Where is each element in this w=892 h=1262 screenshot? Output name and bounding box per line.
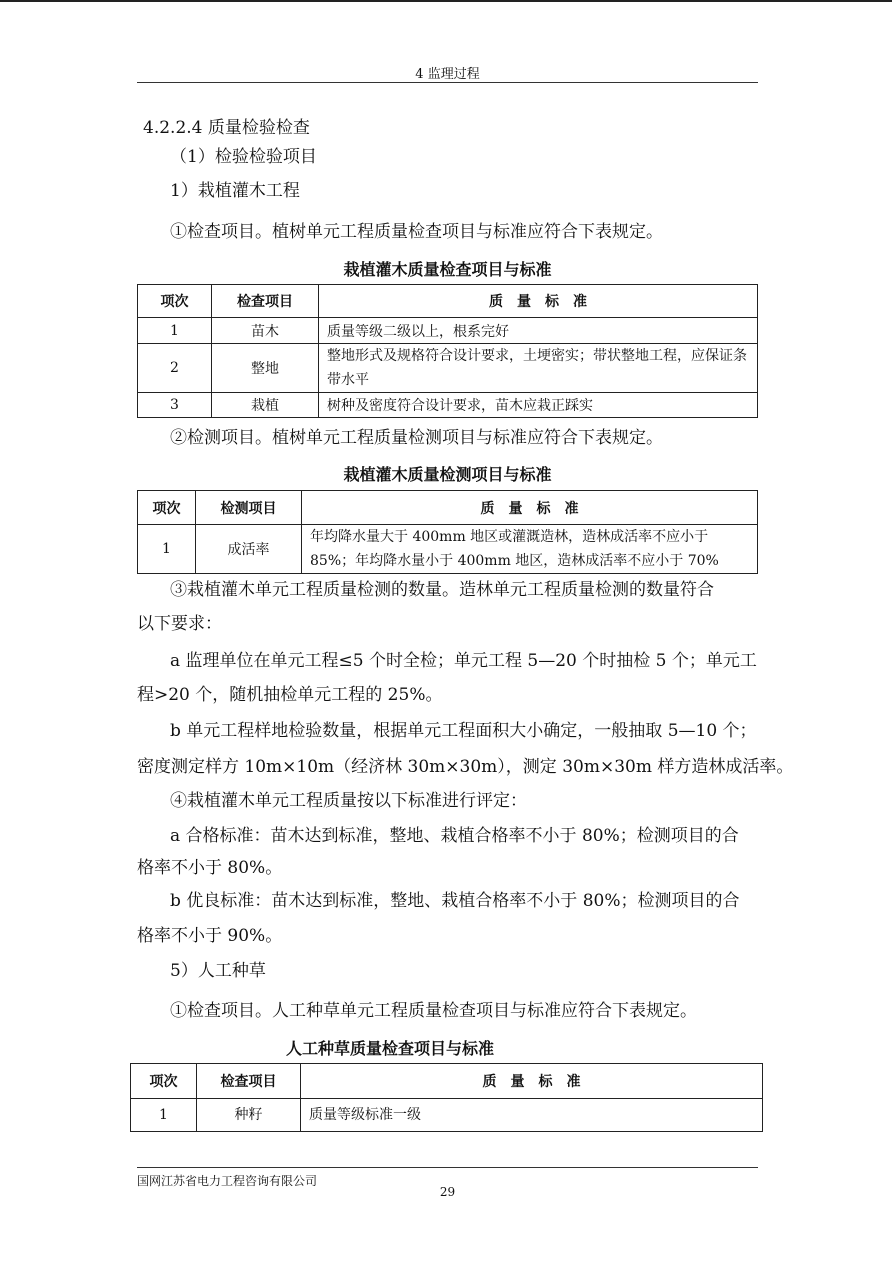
table-cell: 1 <box>138 318 212 344</box>
table-cell: 整地 <box>212 344 319 393</box>
table-header: 检测项目 <box>196 491 302 525</box>
paragraph: ①检查项目。植树单元工程质量检查项目与标准应符合下表规定。 <box>170 222 663 242</box>
table-cell: 3 <box>138 393 212 418</box>
table-header: 质 量 标 准 <box>302 491 758 525</box>
paragraph: ④栽植灌木单元工程质量按以下标准进行评定： <box>170 791 527 811</box>
table-caption: 人工种草质量检查项目与标准 <box>285 1039 494 1058</box>
table-caption: 栽植灌木质量检测项目与标准 <box>343 465 552 484</box>
paragraph: 5）人工种草 <box>170 961 266 981</box>
paragraph: 格率不小于 90%。 <box>137 926 283 946</box>
table-cell: 质量等级二级以上，根系完好 <box>319 318 758 344</box>
table-cell: 栽植 <box>212 393 319 418</box>
table-inspection-shrubs <box>137 284 758 418</box>
table-row <box>138 393 758 418</box>
table-cell: 种籽 <box>197 1099 301 1132</box>
running-header: 4 监理过程 <box>415 67 480 82</box>
paragraph: b 单元工程样地检验数量，根据单元工程面积大小确定，一般抽取 5—10 个； <box>170 721 757 741</box>
table-row <box>131 1099 763 1132</box>
table-row <box>138 344 758 393</box>
table-inspection-grass <box>130 1063 763 1132</box>
paragraph: 程>20 个，随机抽检单元工程的 25%。 <box>137 685 443 705</box>
table-cell: 苗木 <box>212 318 319 344</box>
paragraph: 密度测定样方 10m×10m（经济林 30m×30m），测定 30m×30m 样方造林成活率。 <box>137 757 794 777</box>
paragraph: ③栽植灌木单元工程质量检测的数量。造林单元工程质量检测的数量符合 <box>170 580 714 600</box>
table-cell: 树种及密度符合设计要求，苗木应栽正踩实 <box>319 393 758 418</box>
table-header-row <box>138 285 758 318</box>
table-row <box>138 318 758 344</box>
header-rule <box>137 82 758 83</box>
paragraph: b 优良标准：苗木达到标准，整地、栽植合格率不小于 80%；检测项目的合 <box>170 891 740 911</box>
footer-rule <box>137 1167 758 1168</box>
table-header: 项次 <box>138 491 196 525</box>
table-cell: 整地形式及规格符合设计要求，土埂密实；带状整地工程，应保证条带水平 <box>319 344 758 393</box>
table-cell: 成活率 <box>196 525 302 574</box>
table-cell: 2 <box>138 344 212 393</box>
paragraph: a 合格标准：苗木达到标准，整地、栽植合格率不小于 80%；检测项目的合 <box>170 826 739 846</box>
paragraph: 格率不小于 80%。 <box>137 858 283 878</box>
top-border <box>0 0 892 2</box>
table-row <box>138 525 758 574</box>
page-number: 29 <box>439 1185 456 1199</box>
table-header-row <box>138 491 758 525</box>
table-measurement-shrubs <box>137 490 758 574</box>
section-heading: 4.2.2.4 质量检验检查 <box>143 118 310 138</box>
table-header: 项次 <box>131 1064 197 1099</box>
footer-company: 国网江苏省电力工程咨询有限公司 <box>137 1174 318 1188</box>
paragraph: a 监理单位在单元工程≤5 个时全检；单元工程 5—20 个时抽检 5 个；单元工 <box>170 651 757 671</box>
table-header: 检查项目 <box>197 1064 301 1099</box>
paragraph: ②检测项目。植树单元工程质量检测项目与标准应符合下表规定。 <box>170 428 663 448</box>
table-cell: 1 <box>131 1099 197 1132</box>
paragraph: 1）栽植灌木工程 <box>170 181 300 201</box>
table-header: 项次 <box>138 285 212 318</box>
table-header: 检查项目 <box>212 285 319 318</box>
table-header-row <box>131 1064 763 1099</box>
paragraph: 以下要求： <box>137 614 222 634</box>
table-header: 质 量 标 准 <box>319 285 758 318</box>
paragraph: ①检查项目。人工种草单元工程质量检查项目与标准应符合下表规定。 <box>170 1001 697 1021</box>
table-cell: 1 <box>138 525 196 574</box>
table-cell: 质量等级标准一级 <box>301 1099 763 1132</box>
table-header: 质 量 标 准 <box>301 1064 763 1099</box>
table-cell: 年均降水量大于 400mm 地区或灌溉造林，造林成活率不应小于 85%；年均降水量小于 400mm 地区，造林成活率不应小于 70% <box>302 525 758 574</box>
paragraph: （1）检验检验项目 <box>170 147 317 167</box>
table-caption: 栽植灌木质量检查项目与标准 <box>343 260 552 279</box>
